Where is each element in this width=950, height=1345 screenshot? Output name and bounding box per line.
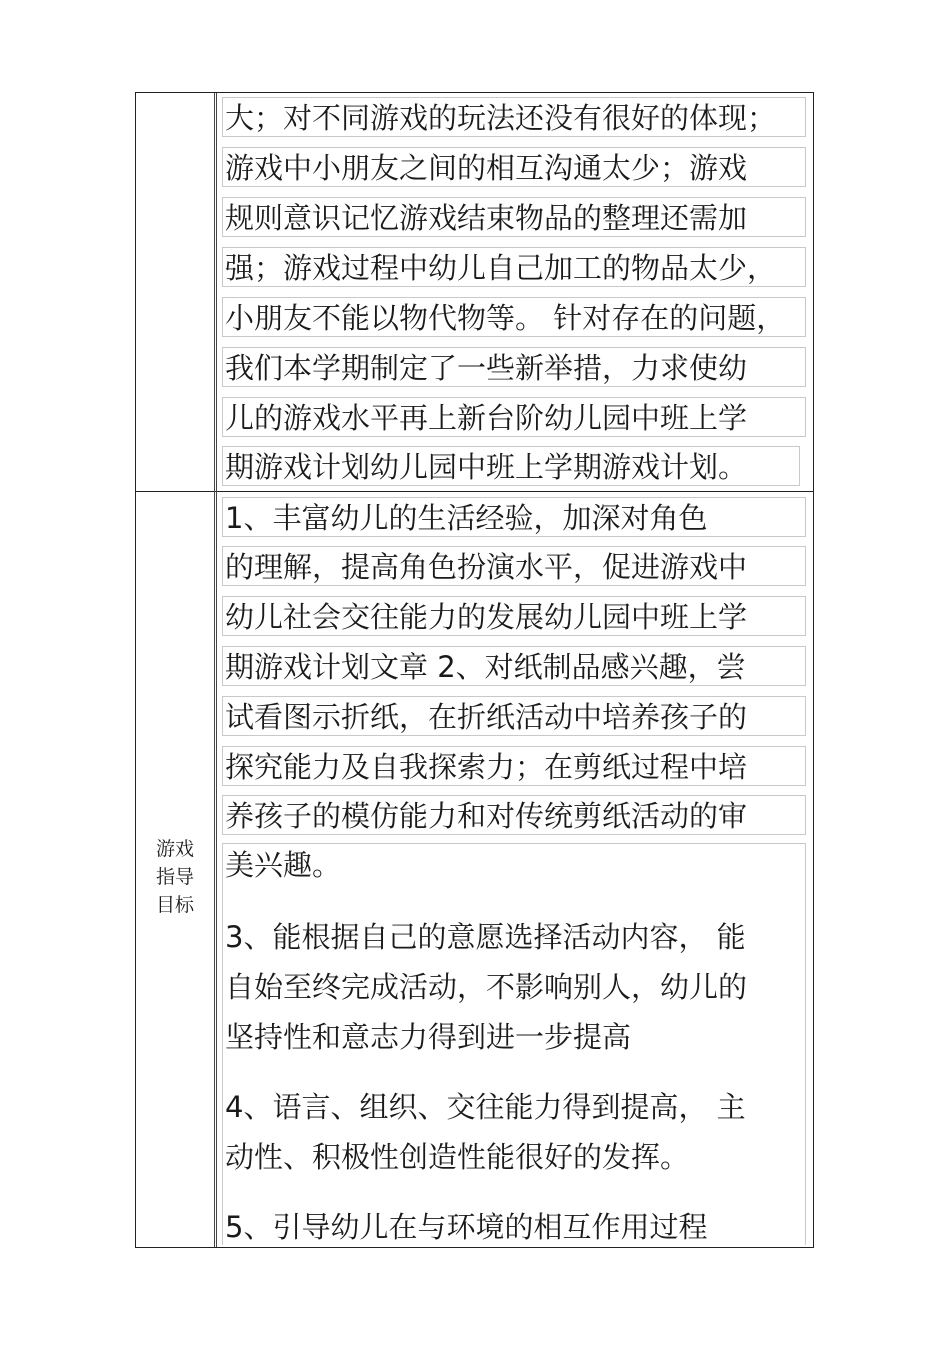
row-label-line: 游戏 <box>155 837 194 860</box>
goal-4-line: 4、语言、组织、交往能力得到提高， 主 <box>225 1090 746 1124</box>
goal-line: 美兴趣。 <box>225 848 342 882</box>
row-label <box>153 835 197 919</box>
goal-3-line: 坚持性和意志力得到进一步提高 <box>225 1020 632 1054</box>
text-line: 期游戏计划幼儿园中班上学期游戏计划。 <box>222 446 800 486</box>
goal-line: 试看图示折纸，在折纸活动中培养孩子的 <box>222 696 806 736</box>
text-line: 儿的游戏水平再上新台阶幼儿园中班上学 <box>222 397 806 437</box>
goal-4-line: 动性、积极性创造性能很好的发挥。 <box>225 1140 690 1174</box>
label-cell <box>136 492 214 1247</box>
goal-5-line: 5、引导幼儿在与环境的相互作用过程 <box>225 1210 708 1244</box>
row-label-line: 指导 <box>155 865 194 888</box>
goal-3-line: 自始至终完成活动，不影响别人，幼儿的 <box>225 970 748 1004</box>
text-line: 游戏中小朋友之间的相互沟通太少；游戏 <box>222 147 806 187</box>
goal-line: 幼儿社会交往能力的发展幼儿园中班上学 <box>222 596 806 636</box>
goal-line: 养孩子的模仿能力和对传统剪纸活动的审 <box>222 795 806 835</box>
text-line: 我们本学期制定了一些新举措，力求使幼 <box>222 347 806 387</box>
goal-line: 探究能力及自我探索力；在剪纸过程中培 <box>222 746 806 786</box>
text-line: 强；游戏过程中幼儿自己加工的物品太少， <box>222 247 806 287</box>
goal-3-line: 3、能根据自己的意愿选择活动内容， 能 <box>225 920 746 954</box>
text-line: 规则意识记忆游戏结束物品的整理还需加 <box>222 197 806 237</box>
text-line: 大；对不同游戏的玩法还没有很好的体现； <box>222 97 806 137</box>
row-divider <box>136 491 813 492</box>
text-line: 小朋友不能以物代物等。 针对存在的问题， <box>222 297 806 337</box>
goal-line: 的理解，提高角色扮演水平，促进游戏中 <box>222 546 806 586</box>
goal-line: 1、丰富幼儿的生活经验，加深对角色 <box>222 497 806 537</box>
goal-line: 期游戏计划文章 2、对纸制品感兴趣，尝 <box>222 646 806 686</box>
row-label-line: 目标 <box>155 893 194 916</box>
column-divider <box>214 93 217 1247</box>
